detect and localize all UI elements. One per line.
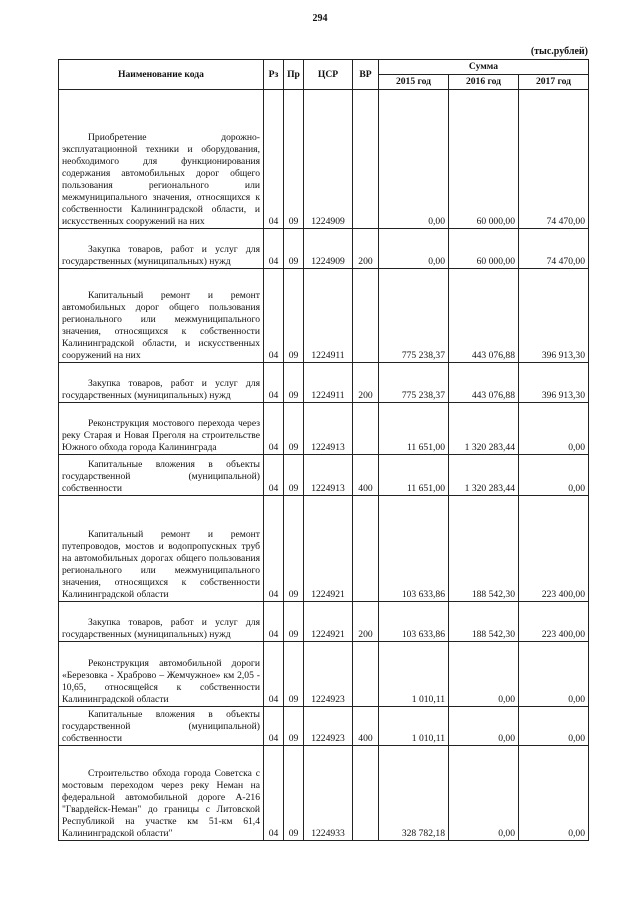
header-sum: Сумма (379, 60, 589, 75)
row-value-2015: 0,00 (379, 229, 449, 269)
row-value-2015: 0,00 (379, 90, 449, 229)
row-value-2015: 775 238,37 (379, 363, 449, 403)
row-csr: 1224913 (304, 455, 353, 496)
row-pr: 09 (284, 602, 304, 642)
row-value-2016: 1 320 283,44 (449, 403, 519, 455)
row-csr: 1224911 (304, 363, 353, 403)
row-rz: 04 (264, 642, 284, 707)
row-value-2017: 223 400,00 (519, 496, 589, 602)
header-pr: Пр (284, 60, 304, 90)
row-name: Закупка товаров, работ и услуг для государственных (муниципальных) нужд (59, 363, 264, 403)
page-number: 294 (312, 13, 328, 24)
table-row (59, 455, 589, 496)
row-pr: 09 (284, 229, 304, 269)
row-pr: 09 (284, 363, 304, 403)
row-value-2017: 396 913,30 (519, 363, 589, 403)
table-row (59, 707, 589, 746)
row-value-2016: 60 000,00 (449, 90, 519, 229)
row-rz: 04 (264, 602, 284, 642)
header-vr: ВР (353, 60, 379, 90)
row-name: Капитальный ремонт и ремонт автомобильных дорог общего пользования регионального или межмуниципального значения, относящихся к собственности Калининградской области, и искусственных сооружений на них (59, 269, 264, 363)
row-vr: 200 (353, 602, 379, 642)
row-rz: 04 (264, 363, 284, 403)
row-name: Реконструкция автомобильной дороги «Березовка - Храброво – Жемчужное» км 2,05 - 10,65, относящейся к собственности Калининградской области (59, 642, 264, 707)
row-value-2015: 103 633,86 (379, 602, 449, 642)
row-value-2017: 0,00 (519, 707, 589, 746)
row-rz: 04 (264, 496, 284, 602)
row-name: Реконструкция мостового перехода через реку Старая и Новая Преголя на строительстве Южного обхода города Калининграда (59, 403, 264, 455)
row-rz: 04 (264, 707, 284, 746)
row-rz: 04 (264, 269, 284, 363)
row-value-2016: 0,00 (449, 707, 519, 746)
row-vr: 400 (353, 455, 379, 496)
row-csr: 1224923 (304, 642, 353, 707)
row-vr (353, 496, 379, 602)
row-vr (353, 90, 379, 229)
row-value-2016: 188 542,30 (449, 602, 519, 642)
row-name: Капитальный ремонт и ремонт путепроводов, мостов и водопропускных труб на автомобильных дорогах общего пользования регионального или межмуниципального значения, относящихся к собственности Калининградской области (59, 496, 264, 602)
row-value-2016: 188 542,30 (449, 496, 519, 602)
row-value-2015: 11 651,00 (379, 403, 449, 455)
table-row (59, 403, 589, 455)
row-vr (353, 269, 379, 363)
table-row (59, 269, 589, 363)
row-value-2017: 0,00 (519, 403, 589, 455)
row-pr: 09 (284, 707, 304, 746)
row-name: Строительство обхода города Советска с мостовым переходом через реку Неман на федеральной автомобильной дороге А-216 "Гвардейск-Неман" до границы с Литовской Республикой на участке км 51-км 61,4 Калининградской области" (59, 746, 264, 841)
row-pr: 09 (284, 496, 304, 602)
row-value-2015: 775 238,37 (379, 269, 449, 363)
row-rz: 04 (264, 403, 284, 455)
row-csr: 1224909 (304, 90, 353, 229)
row-value-2015: 1 010,11 (379, 642, 449, 707)
row-value-2017: 0,00 (519, 455, 589, 496)
table-row (59, 496, 589, 602)
row-value-2017: 0,00 (519, 642, 589, 707)
header-rz: Рз (264, 60, 284, 90)
row-value-2016: 443 076,88 (449, 363, 519, 403)
row-value-2017: 396 913,30 (519, 269, 589, 363)
row-name: Капитальные вложения в объекты государственной (муниципальной) собственности (59, 707, 264, 746)
row-csr: 1224909 (304, 229, 353, 269)
row-value-2017: 74 470,00 (519, 229, 589, 269)
row-csr: 1224911 (304, 269, 353, 363)
row-value-2017: 0,00 (519, 746, 589, 841)
row-pr: 09 (284, 642, 304, 707)
row-vr: 200 (353, 363, 379, 403)
row-name: Закупка товаров, работ и услуг для государственных (муниципальных) нужд (59, 602, 264, 642)
row-pr: 09 (284, 455, 304, 496)
table-row (59, 90, 589, 229)
row-value-2017: 74 470,00 (519, 90, 589, 229)
row-csr: 1224933 (304, 746, 353, 841)
row-value-2017: 223 400,00 (519, 602, 589, 642)
row-csr: 1224921 (304, 496, 353, 602)
row-value-2015: 11 651,00 (379, 455, 449, 496)
row-vr (353, 403, 379, 455)
row-value-2015: 1 010,11 (379, 707, 449, 746)
row-value-2016: 60 000,00 (449, 229, 519, 269)
row-csr: 1224921 (304, 602, 353, 642)
row-rz: 04 (264, 746, 284, 841)
table-row (59, 746, 589, 841)
budget-table (58, 59, 589, 841)
row-rz: 04 (264, 229, 284, 269)
row-pr: 09 (284, 403, 304, 455)
row-name: Капитальные вложения в объекты государственной (муниципальной) собственности (59, 455, 264, 496)
table-row (59, 642, 589, 707)
row-vr: 400 (353, 707, 379, 746)
row-vr (353, 746, 379, 841)
table-row (59, 229, 589, 269)
header-year-2017: 2017 год (519, 75, 589, 90)
row-vr (353, 642, 379, 707)
row-name: Закупка товаров, работ и услуг для государственных (муниципальных) нужд (59, 229, 264, 269)
row-rz: 04 (264, 455, 284, 496)
row-pr: 09 (284, 90, 304, 229)
table-row (59, 602, 589, 642)
row-value-2016: 1 320 283,44 (449, 455, 519, 496)
header-year-2016: 2016 год (449, 75, 519, 90)
header-name: Наименование кода (59, 60, 264, 90)
row-name: Приобретение дорожно-эксплуатационной техники и оборудования, необходимого для функционирования содержания автомобильных дорог общего пользования регионального или межмуниципального значения, относящихся к собственности Калининградской области, и искусственных сооружений на них (59, 90, 264, 229)
row-value-2016: 443 076,88 (449, 269, 519, 363)
header-csr: ЦСР (304, 60, 353, 90)
row-value-2015: 103 633,86 (379, 496, 449, 602)
row-value-2015: 328 782,18 (379, 746, 449, 841)
units-label: (тыс.рублей) (530, 46, 588, 57)
row-csr: 1224913 (304, 403, 353, 455)
row-rz: 04 (264, 90, 284, 229)
row-pr: 09 (284, 746, 304, 841)
row-value-2016: 0,00 (449, 746, 519, 841)
row-value-2016: 0,00 (449, 642, 519, 707)
table-row (59, 363, 589, 403)
row-pr: 09 (284, 269, 304, 363)
row-csr: 1224923 (304, 707, 353, 746)
header-year-2015: 2015 год (379, 75, 449, 90)
row-vr: 200 (353, 229, 379, 269)
